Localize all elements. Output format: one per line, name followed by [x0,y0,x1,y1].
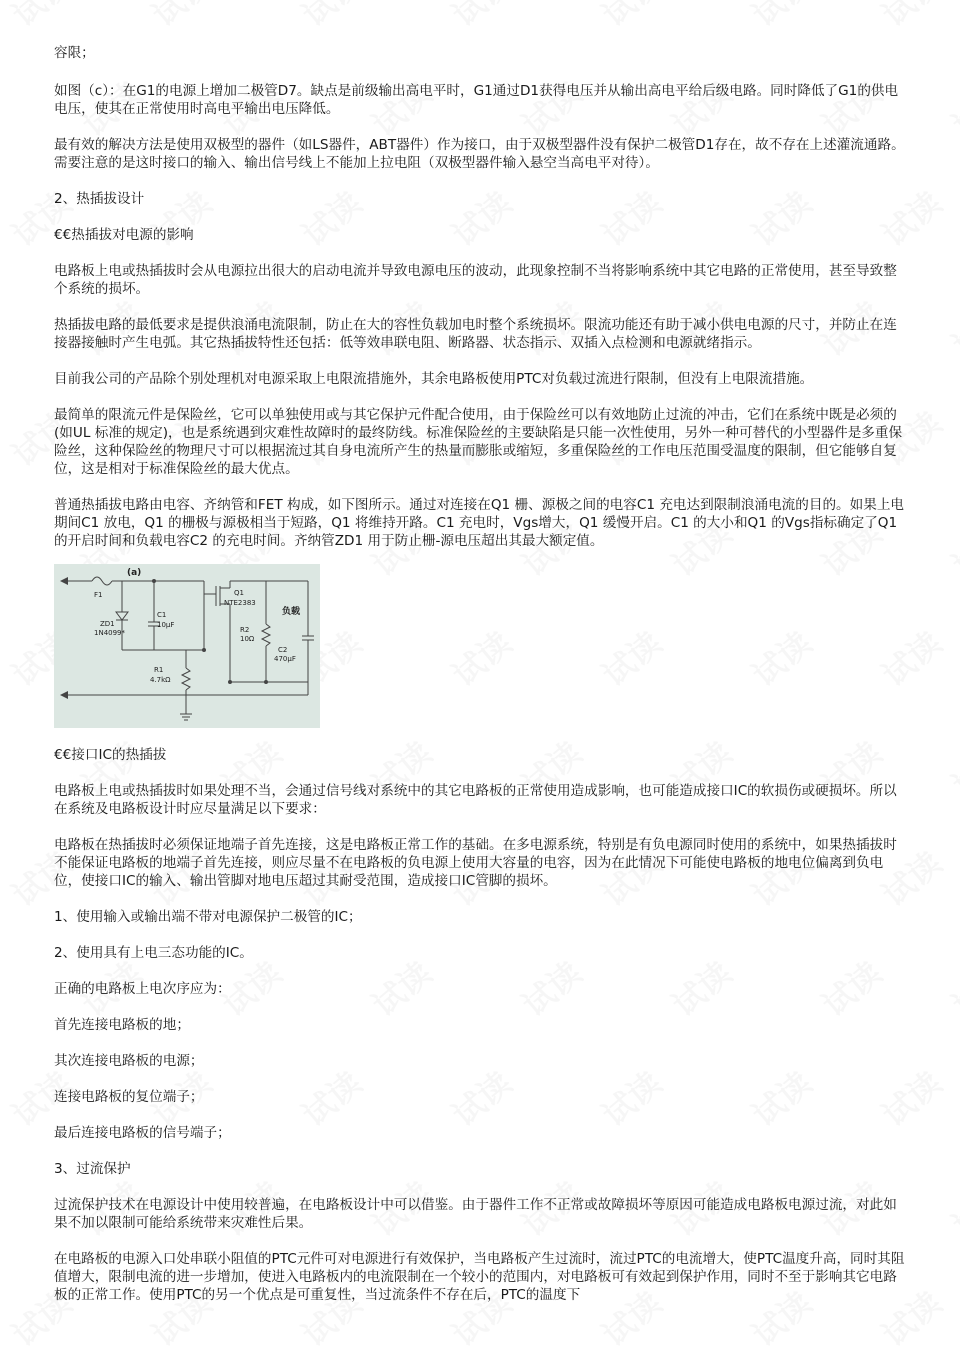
q1-label: Q1 [234,589,244,597]
paragraph: 普通热插拔电路由电容、齐纳管和FET 构成，如下图所示。通过对连接在Q1 栅、源极之间的电容C1 充电达到限制浪涌电流的目的。如果上电期间C1 放电，Q1 的栅极与源极相当于短路，Q1 将维持开路。C1 充电时，Vgs增大，Q1 缓慢开启。C1 的大小和Q1 的Vgs指标确定了Q1 的开启时间和负载电容C2 的充电时间。齐纳管ZD1 用于防止栅-源电压超出其最大额定值。 [54,497,905,549]
watermark-text [952,1182,960,1237]
r1-label: R1 [154,666,164,674]
figure-label: (a) [127,568,142,578]
watermark-text [12,0,73,26]
section-heading: 3、过流保护 [54,1161,131,1177]
watermark-text [952,302,960,357]
watermark-text [952,962,960,1017]
list-item: 连接电路板的复位端子； [54,1089,204,1105]
paragraph: 电路板上电或热插拔时如果处理不当，会通过信号线对系统中的其它电路板的正常使用造成影响，也可能造成接口IC的软损伤或硬损坏。所以在系统及电路板设计时应尽量满足以下要求： [54,783,897,817]
hot-swap-circuit-figure [54,564,320,728]
watermark-text [952,522,960,577]
watermark-text [952,742,960,797]
section-heading: 2、热插拔设计 [54,191,145,207]
watermark-text [882,0,943,26]
r1-value-label: 4.7kΩ [150,676,171,684]
list-item: 正确的电路板上电次序应为： [54,981,231,997]
document-body [54,44,910,1322]
paragraph: 最简单的限流元件是保险丝，它可以单独使用或与其它保护元件配合使用，由于保险丝可以有效地防止过流的冲击，它们在系统中既是必须的(如UL 标准的规定)，也是系统遇到灾难性故障时的最终防线。标准保险丝的主要缺陷是只能一次性使用，另外一种可替代的小型器件是多重保险丝，这种保险丝的物理尺寸可以根据流过其自身电流所产生的热量而膨胀或缩短，多重保险丝的工作电压范围受温度的限制，但它能够自复位，这是相对于标准保险丝的最大优点。 [54,407,903,477]
paragraph: 容限； [54,45,95,61]
circuit-schematic [54,564,320,728]
c1-value-label: 10μF [157,621,175,629]
list-item: 1、使用输入或输出端不带对电源保护二极管的IC； [54,909,362,925]
paragraph: 目前我公司的产品除个别处理机对电源采取上电限流措施外，其余电路板使用PTC对负载过流进行限制，但没有上电限流措施。 [54,371,814,387]
paragraph: 最有效的解决方法是使用双极型的器件（如LS器件，ABT器件）作为接口，由于双极型器件没有保护二极管D1存在，故不存在上述灌流通路。需要注意的是这时接口的输入、输出信号线上不能加上拉电阻（双极型器件输入悬空当高电平对待）。 [54,137,905,171]
paragraph: 如图（c）：在G1的电源上增加二极管D7。缺点是前级输出高电平时，G1通过D1获得电压并从输出高电平给后级电路。同时降低了G1的供电电压，使其在正常使用时高电平输出电压降低。 [54,83,899,117]
load-label: 负载 [282,607,301,617]
paragraph: 电路板在热插拔时必须保证地端子首先连接，这是电路板正常工作的基础。在多电源系统，特别是有负电源同时使用的系统中，如果热插拔时不能保证电路板的地端子首先连接，则应尽量不在电路板的负电源上使用大容量的电容，因为在此情况下可能使电路板的地电位偏离到负电位，使接口IC的输入、输出管脚对地电压超过其耐受范围，造成接口IC管脚的损坏。 [54,837,897,889]
watermark-text [952,82,960,137]
paragraph: 过流保护技术在电源设计中使用较普遍，在电路板设计中可以借鉴。由于器件工作不正常或故障损坏等原因可能造成电路板电源过流，对此如果不加以限制可能给系统带来灾难性后果。 [54,1197,897,1231]
paragraph: 热插拔电路的最低要求是提供浪涌电流限制，防止在大的容性负载加电时整个系统损坏。限流功能还有助于减小供电电源的尺寸，并防止在连接器接触时产生电弧。其它热插拔特性还包括：低等效串联电阻、断路器、状态指示、双插入点检测和电源就绪指示。 [54,317,897,351]
c1-label: C1 [157,611,167,619]
list-item: 首先连接电路板的地； [54,1017,190,1033]
subsection-heading: €€热插拔对电源的影响 [54,227,194,243]
subsection-heading: €€接口IC的热插拔 [54,747,167,763]
zd1-part-label: 1N4099* [94,629,126,637]
watermark-text [152,0,213,26]
c2-label: C2 [278,646,288,654]
q1-part-label: NTE2383 [224,599,256,607]
list-item: 其次连接电路板的电源； [54,1053,204,1069]
list-item: 2、使用具有上电三态功能的IC。 [54,945,253,961]
r2-value-label: 10Ω [240,635,255,643]
list-item: 最后连接电路板的信号端子； [54,1125,231,1141]
watermark-text [752,0,813,26]
watermark-text [602,0,663,26]
zd1-label: ZD1 [100,620,115,628]
f1-label: F1 [94,591,103,599]
watermark-text [302,0,363,26]
watermark-text [452,0,513,26]
r2-label: R2 [240,626,250,634]
paragraph: 在电路板的电源入口处串联小阻值的PTC元件可对电源进行有效保护，当电路板产生过流时，流过PTC的电流增大，使PTC温度升高，同时其阻值增大，限制电流的进一步增加，使进入电路板内的电流限制在一个较小的范围内，对电路板可有效起到保护作用，同时不至于影响其它电路板的正常工作。使用PTC的另一个优点是可重复性，当过流条件不存在后，PTC的温度下 [54,1251,905,1303]
paragraph: 电路板上电或热插拔时会从电源拉出很大的启动电流并导致电源电压的波动，此现象控制不当将影响系统中其它电路的正常使用，甚至导致整个系统的损坏。 [54,263,897,297]
c2-value-label: 470μF [274,655,296,663]
